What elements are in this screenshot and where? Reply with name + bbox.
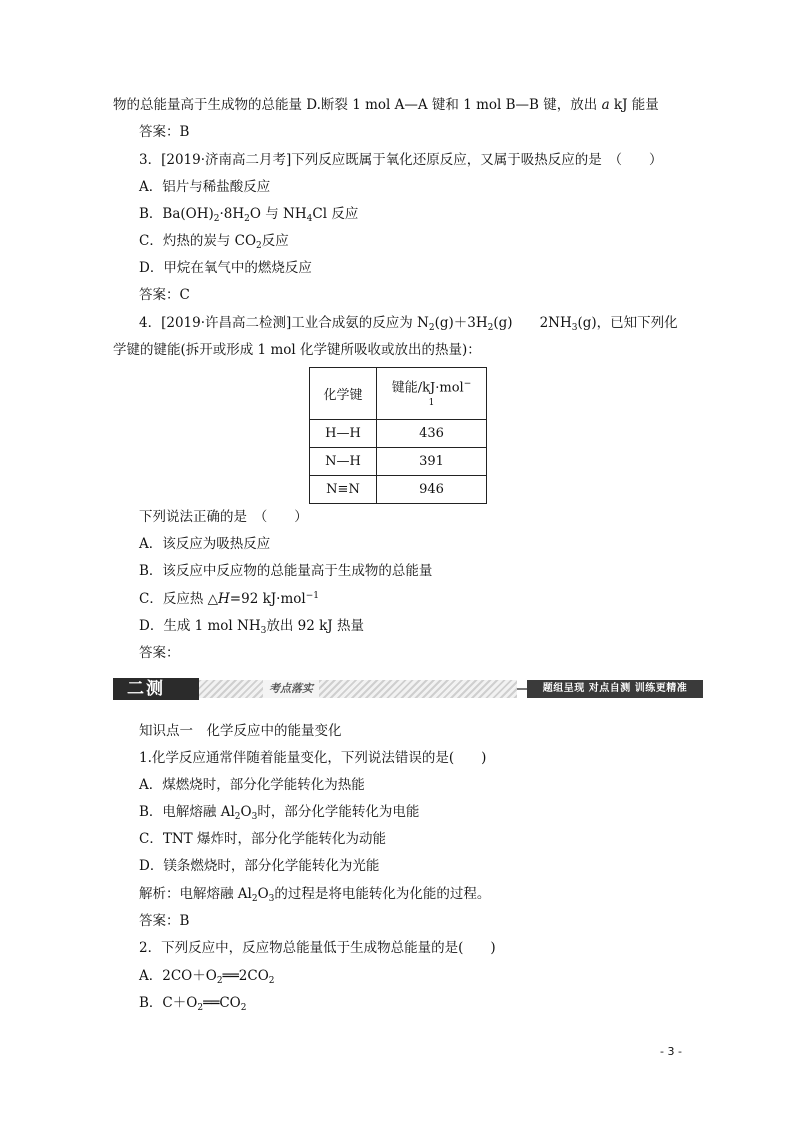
practice-1-option-c: C．TNT 爆炸时，部分化学能转化为动能	[139, 831, 386, 847]
section-banner-topic: 考点落实	[263, 680, 319, 698]
question-4-option-b: B．该反应中反应物的总能量高于生成物的总能量	[139, 563, 433, 579]
question-4-line-2: 学键的键能(拆开或形成 1 mol 化学键所吸收或放出的热量)：	[113, 342, 481, 358]
bond-energy-table	[309, 367, 487, 504]
section-banner-title: 二测	[113, 678, 199, 700]
table-cell-energy: 436	[377, 420, 487, 448]
section-banner-tagline: 题组呈现 对点自测 训练更精准	[527, 680, 703, 698]
practice-1-explanation: 解析：电解熔融 $Al_2O_3$的过程是将电能转化为化能的过程。	[139, 886, 491, 904]
answer-2: 答案：B	[139, 124, 190, 140]
question-3-option-c: C．灼热的炭与 $CO_2$反应	[139, 233, 289, 251]
table-cell-energy: 946	[377, 476, 487, 504]
knowledge-point-1: 知识点一 化学反应中的能量变化	[139, 723, 342, 739]
line-continuation: 物的总能量高于生成物的总能量 D.断裂 1 mol A—A 键和 1 mol B—B 键，放出 a kJ 能量	[113, 97, 659, 113]
question-4-option-a: A．该反应为吸热反应	[139, 536, 271, 552]
table-header-bond: 化学键	[310, 368, 377, 420]
section-banner-hatch	[199, 680, 517, 698]
practice-1-option-d: D．镁条燃烧时，部分化学能转化为光能	[139, 858, 380, 874]
table-cell-energy: 391	[377, 448, 487, 476]
table-cell-bond: N≡N	[310, 476, 377, 504]
page-number: - 3 -	[660, 1045, 682, 1058]
practice-2-option-b: B．$C+O_2══CO_2$	[139, 995, 247, 1013]
question-3-option-b: B．$Ba(OH)_2\cdot 8H_2O$ 与 $NH_4Cl$ 反应	[139, 206, 359, 224]
practice-1-option-a: A．煤燃烧时，部分化学能转化为热能	[139, 777, 365, 793]
question-4-option-d: D．生成 1 mol $NH_3$放出 92 kJ 热量	[139, 618, 365, 636]
practice-2-option-a: A．$2CO+O_2══2CO_2$	[139, 968, 275, 986]
table-cell-bond: H—H	[310, 420, 377, 448]
question-4-option-c: C．反应热 △H=92 kJ·mol$^{-1}$	[139, 591, 319, 607]
section-banner-divider	[517, 688, 527, 690]
practice-question-2: 2．下列反应中，反应物总能量低于生成物总能量的是( )	[139, 940, 496, 956]
question-4-line-1: 4．[2019·许昌高二检测]工业合成氨的反应为 $N_2(g)+3H_2(g)$ $2NH_3(g)$，已知下列化	[139, 315, 678, 333]
question-3: 3．[2019·济南高二月考]下列反应既属于氧化还原反应，又属于吸热反应的是 （ ）	[139, 152, 663, 168]
table-cell-bond: N—H	[310, 448, 377, 476]
question-3-option-a: A．铝片与稀盐酸反应	[139, 179, 271, 195]
question-4-prompt: 下列说法正确的是 （ ）	[139, 509, 308, 525]
table-header-energy: 键能/kJ·mol− 1	[377, 368, 487, 420]
practice-1-answer: 答案：B	[139, 913, 190, 929]
section-banner	[113, 678, 703, 700]
practice-1-option-b: B．电解熔融 $Al_2O_3$时，部分化学能转化为电能	[139, 804, 420, 822]
answer-4: 答案：	[139, 645, 180, 661]
question-3-option-d: D．甲烷在氧气中的燃烧反应	[139, 260, 312, 276]
answer-3: 答案：C	[139, 287, 190, 303]
practice-question-1: 1.化学反应通常伴随着能量变化，下列说法错误的是( )	[139, 750, 487, 766]
